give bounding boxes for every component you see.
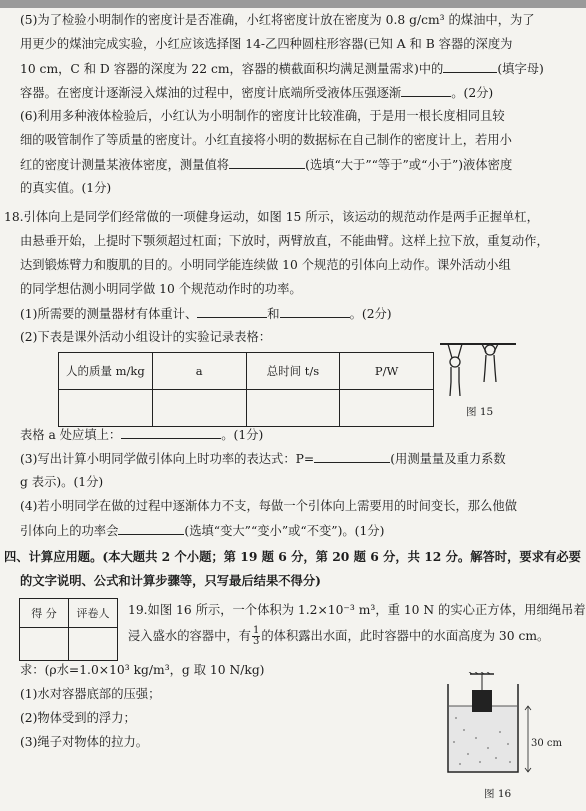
score-cell[interactable] [20, 628, 69, 661]
q18-line4: 的同学想估测小明同学做 10 个规范动作时的功率。 [20, 282, 302, 296]
score-table [19, 598, 118, 661]
table-header-a: a [152, 353, 246, 390]
table-cell[interactable] [246, 390, 340, 427]
answer-blank[interactable] [229, 154, 305, 169]
answer-blank[interactable] [314, 448, 390, 463]
pull-up-figure [438, 338, 518, 398]
q17-6-line4: 的真实值。(1分) [20, 181, 112, 195]
answer-blank[interactable] [280, 303, 350, 318]
q19-part1: (1)水对容器底部的压强； [20, 687, 161, 701]
figure-15-caption: 图 15 [466, 406, 494, 418]
q17-5-line2: 用更少的煤油完成实验，小红应该选择图 14-乙四种圆柱形容器(已知 A 和 B 容器的深度为 [20, 37, 513, 51]
q18-3-line2: g 表示)。(1分) [20, 475, 104, 489]
table-cell[interactable] [152, 390, 246, 427]
figure-16-height-label: 30 cm [531, 738, 562, 749]
grader-header: 评卷人 [69, 599, 118, 628]
q18-line3: 达到锻炼臂力和腹肌的目的。小明同学能连续做 10 个规范的引体向上动作。课外活动小组 [20, 258, 511, 272]
table-header-time: 总时间 t/s [246, 353, 340, 390]
q18-2-fill: 表格 a 处应填上： 。(1分) [20, 424, 263, 445]
q17-6-line1: (6)利用多种液体检验后，小红认为小明制作的密度计比较准确，于是用一根长度相同且较 [20, 109, 505, 123]
q19-line1: 19.如图 16 所示，一个体积为 1.2×10⁻³ m³，重 10 N 的实心正方体，用细绳吊着 [128, 603, 586, 617]
q19-part2: (2)物体受到的浮力； [20, 711, 136, 725]
figure-16-caption: 图 16 [484, 788, 512, 800]
q18-line2: 由悬垂开始，上提时下颚须超过杠面；下放时，两臂放直，不能曲臂。这样上拉下放，重复动作， [20, 234, 549, 248]
table-row [59, 353, 434, 390]
answer-blank[interactable] [118, 520, 184, 535]
record-table [58, 352, 434, 427]
section-4-heading: 四、计算应用题。(本大题共 2 个小题；第 19 题 6 分，第 20 题 6 分，共 12 分。解答时，要求有必要 [4, 549, 581, 564]
q18-4-line1: (4)若小明同学在做的过程中逐渐体力不支，每做一个引体向上需要用的时间变长，那么他做 [20, 499, 517, 513]
q18-2: (2)下表是课外活动小组设计的实验记录表格： [20, 330, 272, 344]
fraction-one-third: $\frac{1}{3}$ [252, 625, 260, 647]
table-cell[interactable] [59, 390, 153, 427]
q18-1: (1)所需要的测量器材有体重计、 和 。(2分) [20, 303, 392, 324]
table-row [20, 599, 118, 628]
table-cell[interactable] [340, 390, 434, 427]
q17-5-line1: (5)为了检验小明制作的密度计是否准确，小红将密度计放在密度为 0.8 g/cm³ 的煤油中，为了 [20, 13, 535, 27]
q17-5-line4: 容器。在密度计逐渐浸入煤油的过程中，密度计底端所受液体压强逐渐 。(2分) [20, 82, 493, 103]
container-figure [440, 672, 552, 782]
q17-6-line2: 细的吸管制作了等质量的密度计。小红直接将小明的数据标在自己制作的密度计上，若用小 [20, 133, 512, 147]
section-4-heading-line2: 的文字说明、公式和计算步骤等，只写最后结果不得分) [20, 573, 321, 588]
answer-blank[interactable] [401, 82, 451, 97]
table-header-mass: 人的质量 m/kg [59, 353, 153, 390]
table-row [59, 390, 434, 427]
answer-blank[interactable] [121, 424, 221, 439]
q19-line2: 浸入盛水的容器中，有 $\frac{1}{3}$ 的体积露出水面，此时容器中的水面高度为 30 cm。 [128, 625, 550, 647]
q18-4-line2: 引体向上的功率会 (选填“变大”“变小”或“不变”)。(1分) [20, 520, 384, 541]
grader-cell[interactable] [69, 628, 118, 661]
score-header: 得 分 [20, 599, 69, 628]
answer-blank[interactable] [443, 58, 497, 73]
table-row [20, 628, 118, 661]
answer-blank[interactable] [197, 303, 267, 318]
q19-part3: (3)绳子对物体的拉力。 [20, 735, 149, 749]
table-header-power: P/W [340, 353, 434, 390]
q19-given: 求：(ρ水=1.0×10³ kg/m³，g 取 10 N/kg) [20, 663, 265, 677]
scan-top-edge [0, 0, 586, 8]
q17-6-line3: 红的密度计测量某液体密度，测量值将 (选填“大于”“等于”或“小于”)液体密度 [20, 154, 512, 175]
q18-3: (3)写出计算小明同学做引体向上时功率的表达式：P= (用测量量及重力系数 [20, 448, 506, 469]
q18-line1: 18.引体向上是同学们经常做的一项健身运动，如图 15 所示，该运动的规范动作是两手正握单杠， [4, 210, 539, 224]
q17-5-line3: 10 cm，C 和 D 容器的深度为 22 cm，容器的横截面积均满足测量需求)中的 (填字母) [20, 58, 544, 79]
